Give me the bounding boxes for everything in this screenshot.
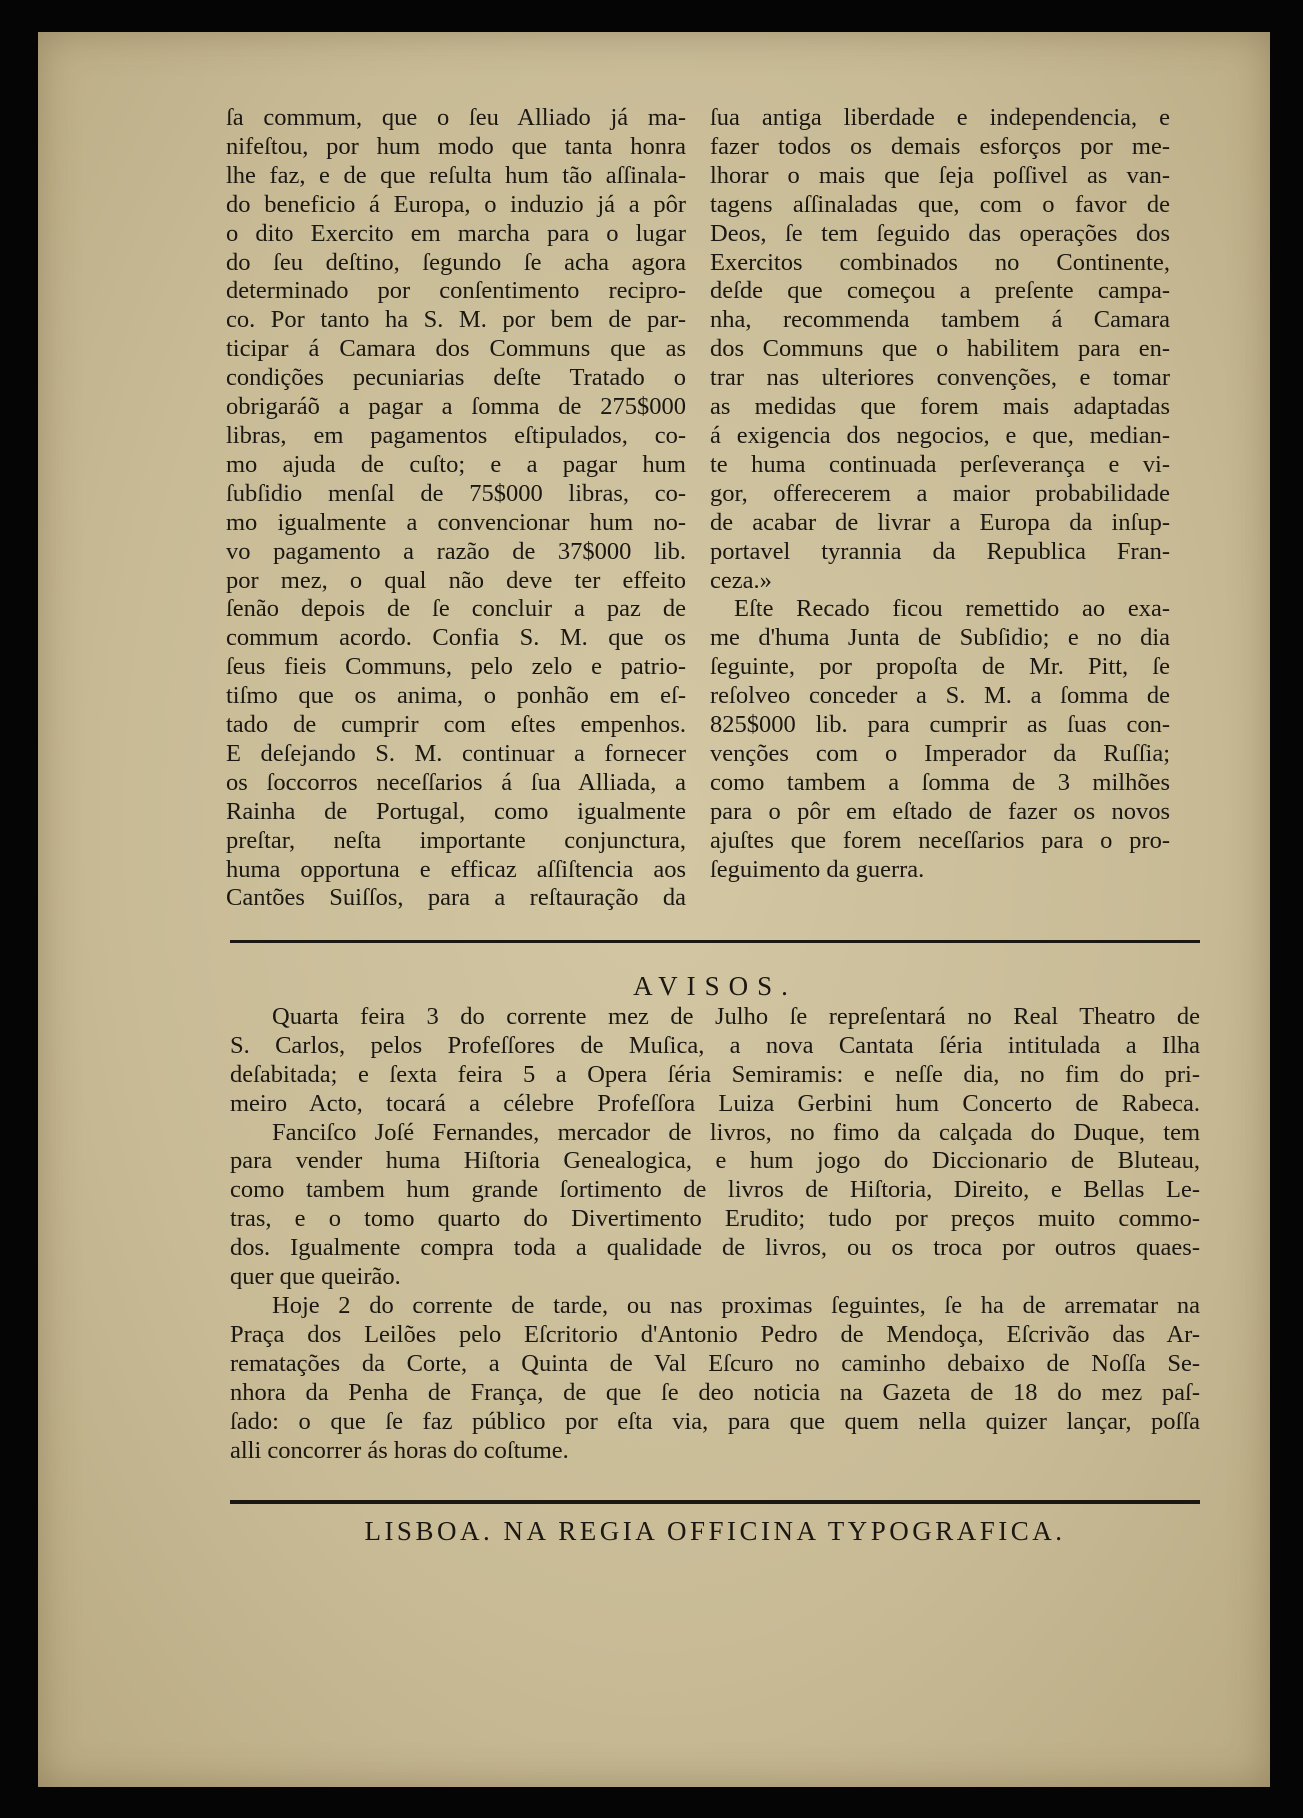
text-line: nha, recommenda tambem á Camara bbox=[710, 306, 1170, 334]
text-line: ſeguinte, por propoſta de Mr. Pitt, ſe bbox=[710, 653, 1170, 681]
text-line: trar nas ulteriores convenções, e tomar bbox=[710, 364, 1170, 392]
right-column-text bbox=[710, 104, 1170, 884]
text-line: lhorar o mais que ſeja poſſivel as van- bbox=[710, 161, 1170, 189]
text-line: tiſmo que os anima, o ponhão em eſ- bbox=[226, 682, 686, 710]
text-line: de acabar de livrar a Europa da inſup- bbox=[710, 508, 1170, 536]
text-line: deſde que começou a preſente campa- bbox=[710, 277, 1170, 305]
text-line: Rainha de Portugal, como igualmente bbox=[226, 797, 686, 825]
text-line: me d'huma Junta de Subſidio; e no dia bbox=[710, 624, 1170, 652]
text-line: mo ajuda de cuſto; e a pagar hum bbox=[226, 450, 686, 478]
text-line: para vender huma Hiſtoria Genealogica, e hum jogo do Diccionario de Bluteau, bbox=[230, 1147, 1200, 1175]
text-line: 825$000 lib. para cumprir as ſuas con- bbox=[710, 711, 1170, 739]
text-line: ceza.» bbox=[710, 566, 772, 594]
text-line: huma opportuna e efficaz aſſiſtencia aos bbox=[226, 855, 686, 883]
text-line: quer que queirão. bbox=[230, 1263, 401, 1291]
text-line: ajuſtes que forem neceſſarios para o pro- bbox=[710, 826, 1170, 854]
text-line: Exercitos combinados no Continente, bbox=[710, 248, 1170, 276]
text-line: condições pecuniarias deſte Tratado o bbox=[226, 364, 686, 392]
text-line: ſeus fieis Communs, pelo zelo e patrio- bbox=[226, 653, 686, 681]
text-line: venções com o Imperador da Ruſſia; bbox=[710, 739, 1170, 767]
text-line: ſado: o que ſe faz público por eſta via, para que quem nella quizer lançar, poſſa bbox=[230, 1407, 1200, 1435]
text-line: reſolveo conceder a S. M. a ſomma de bbox=[710, 682, 1170, 710]
text-line: determinado por conſentimento recipro- bbox=[226, 277, 686, 305]
right-column bbox=[710, 104, 1170, 884]
text-line: como tambem a ſomma de 3 milhões bbox=[710, 768, 1170, 796]
text-line: para o pôr em eſtado de fazer os novos bbox=[710, 797, 1170, 825]
text-line: alli concorrer ás horas do coſtume. bbox=[230, 1436, 569, 1464]
text-line: ticipar á Camara dos Communs que as bbox=[226, 335, 686, 363]
text-line: nhora da Penha de França, de que ſe deo noticia na Gazeta de 18 do mez paſ- bbox=[230, 1378, 1200, 1406]
text-line: co. Por tanto ha S. M. por bem de par- bbox=[226, 306, 686, 334]
text-line: tado de cumprir com eſtes empenhos. bbox=[226, 711, 686, 739]
left-column bbox=[226, 104, 686, 913]
text-line: do beneficio á Europa, o induzio já a pôr bbox=[226, 190, 686, 218]
text-line: Deos, ſe tem ſeguido das operações dos bbox=[710, 219, 1170, 247]
text-line: nifeſtou, por hum modo que tanta honra bbox=[226, 132, 686, 160]
text-line: te huma continuada perſeverança e vi- bbox=[710, 450, 1170, 478]
text-line: mo igualmente a convencionar hum no- bbox=[226, 508, 686, 536]
text-line: Quarta feira 3 do corrente mez de Julho ſe repreſentará no Real Theatro de bbox=[272, 1002, 1200, 1030]
text-line: commum acordo. Confia S. M. que os bbox=[226, 624, 686, 652]
text-line: Fanciſco Joſé Fernandes, mercador de livros, no fimo da calçada do Duque, tem bbox=[272, 1118, 1200, 1146]
text-line: á exigencia dos negocios, e que, median- bbox=[710, 421, 1170, 449]
text-line: ſua antiga liberdade e independencia, e bbox=[710, 104, 1170, 131]
text-line: preſtar, neſta importante conjunctura, bbox=[226, 826, 686, 854]
text-line: como tambem hum grande ſortimento de livros de Hiſtoria, Direito, e Bellas Le- bbox=[230, 1176, 1200, 1204]
text-line: ſubſidio menſal de 75$000 libras, co- bbox=[226, 479, 686, 507]
text-line: ſeguimento da guerra. bbox=[710, 855, 925, 883]
text-line: os ſoccorros neceſſarios á ſua Alliada, a bbox=[226, 768, 686, 796]
text-line: fazer todos os demais esforços por me- bbox=[710, 132, 1170, 160]
text-line: rematações da Corte, a Quinta de Val Eſcuro no caminho debaixo de Noſſa Se- bbox=[230, 1349, 1200, 1377]
imprint-divider bbox=[230, 1500, 1200, 1504]
text-line: por mez, o qual não deve ter effeito bbox=[226, 566, 686, 594]
text-line: Eſte Recado ficou remettido ao exa- bbox=[734, 595, 1170, 623]
text-line: tras, e o tomo quarto do Divertimento Erudito; tudo por preços muito commo- bbox=[230, 1205, 1200, 1233]
text-line: S. Carlos, pelos Profeſſores de Muſica, a nova Cantata ſéria intitulada a Ilha bbox=[230, 1031, 1200, 1059]
text-line: as medidas que forem mais adaptadas bbox=[710, 393, 1170, 421]
text-line: do ſeu deſtino, ſegundo ſe acha agora bbox=[226, 248, 686, 276]
text-line: tagens aſſinaladas que, com o favor de bbox=[710, 190, 1170, 218]
imprint: LISBOA. NA REGIA OFFICINA TYPOGRAFICA. bbox=[364, 1516, 1066, 1546]
avisos-section bbox=[230, 972, 1200, 1465]
newspaper-page bbox=[38, 32, 1270, 1787]
text-line: obrigaráõ a pagar a ſomma de 275$000 bbox=[226, 393, 686, 421]
left-column-text bbox=[226, 104, 686, 913]
text-line: ſa commum, que o ſeu Alliado já ma- bbox=[226, 104, 686, 131]
avisos-heading: AVISOS. bbox=[633, 971, 797, 1001]
section-divider bbox=[230, 940, 1200, 943]
text-line: portavel tyrannia da Republica Fran- bbox=[710, 537, 1170, 565]
text-line: Hoje 2 do corrente de tarde, ou nas proximas ſeguintes, ſe ha de arrematar na bbox=[272, 1291, 1200, 1319]
text-line: Cantões Suiſſos, para a reſtauração da bbox=[226, 884, 686, 912]
text-line: o dito Exercito em marcha para o lugar bbox=[226, 219, 686, 247]
text-line: ſenão depois de ſe concluir a paz de bbox=[226, 595, 686, 623]
text-line: dos. Igualmente compra toda a qualidade de livros, ou os troca por outros quaes- bbox=[230, 1234, 1200, 1262]
text-line: Praça dos Leilões pelo Eſcritorio d'Antonio Pedro de Mendoça, Eſcrivão das Ar- bbox=[230, 1320, 1200, 1348]
text-line: E deſejando S. M. continuar a fornecer bbox=[226, 739, 686, 767]
text-line: libras, em pagamentos eſtipulados, co- bbox=[226, 421, 686, 449]
text-line: dos Communs que o habilitem para en- bbox=[710, 335, 1170, 363]
text-line: lhe faz, e de que reſulta hum tão aſſinala- bbox=[226, 161, 686, 189]
text-line: vo pagamento a razão de 37$000 lib. bbox=[226, 537, 686, 565]
text-line: deſabitada; e ſexta feira 5 a Opera ſéria Semiramis: e neſſe dia, no fim do pri- bbox=[230, 1060, 1200, 1088]
text-line: gor, offerecerem a maior probabilidade bbox=[710, 479, 1170, 507]
text-line: meiro Acto, tocará a célebre Profeſſora Luiza Gerbini hum Concerto de Rabeca. bbox=[230, 1089, 1200, 1117]
